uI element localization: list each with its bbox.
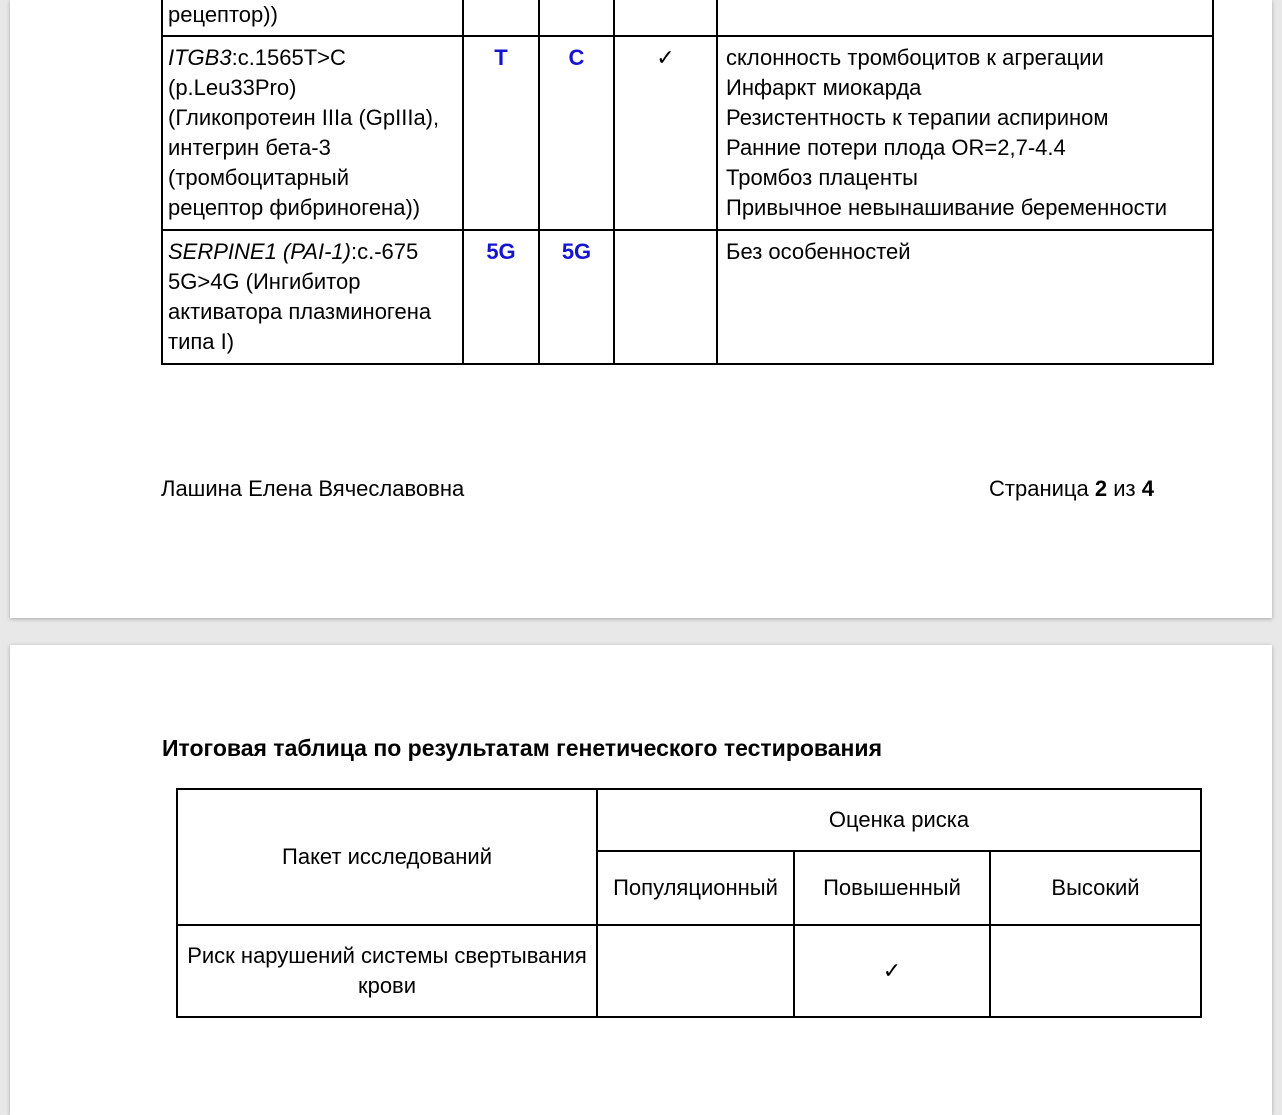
allele2-cell — [539, 0, 614, 36]
interpretation-line: Инфаркт миокарда — [726, 75, 922, 100]
package-header-cell: Пакет исследований — [177, 789, 597, 925]
elevated-check-cell: ✓ — [794, 925, 990, 1017]
high-check-cell — [990, 925, 1201, 1017]
of-word: из — [1113, 476, 1136, 501]
risk-summary-table — [176, 788, 1202, 1018]
gene-name-cell — [162, 230, 463, 364]
genotype-results-table — [161, 0, 1214, 365]
summary-table-title: Итоговая таблица по результатам генетического тестирования — [162, 735, 882, 761]
interpretation-line: склонность тромбоцитов к агрегации — [726, 45, 1104, 70]
risk-level-elevated-cell: Повышенный — [794, 851, 990, 925]
summary-header-row — [177, 789, 1201, 851]
gene-name-fragment: рецептор)) — [168, 2, 278, 27]
interpretation-line: Без особенностей — [726, 239, 911, 264]
interpretation-cell — [717, 0, 1213, 36]
gene-name-line — [168, 237, 458, 267]
gene-name-line: 5G>4G (Ингибитор — [168, 269, 361, 294]
allele1-cell: T — [463, 36, 539, 230]
gene-name-line: (p.Leu33Pro) — [168, 75, 297, 100]
interpretation-line: Тромбоз плаценты — [726, 165, 918, 190]
risk-assessment-header-cell: Оценка риска — [597, 789, 1201, 851]
gene-name-cell — [162, 0, 463, 36]
page-current: 2 — [1094, 476, 1108, 501]
gene-symbol: SERPINE1 (PAI-1) — [168, 239, 351, 264]
gene-name-line: (тромбоцитарный — [168, 165, 350, 190]
allele1-cell: 5G — [463, 230, 539, 364]
risk-flag-cell — [614, 230, 717, 364]
allele2-cell: C — [539, 36, 614, 230]
table-row-cutoff — [162, 0, 1213, 36]
patient-name: Лашина Елена Вячеславовна — [161, 476, 465, 501]
interpretation-cell — [717, 230, 1213, 364]
summary-data-row — [177, 925, 1201, 1017]
population-check-cell — [597, 925, 794, 1017]
gene-name-line: интегрин бета-3 — [168, 135, 331, 160]
gene-variant: :c.1565T>C — [231, 45, 346, 70]
page-word: Страница — [989, 476, 1089, 501]
page-indicator — [989, 476, 1154, 502]
report-page-top — [10, 0, 1272, 618]
risk-flag-cell — [614, 0, 717, 36]
risk-level-high-cell: Высокий — [990, 851, 1201, 925]
report-page-bottom — [10, 645, 1272, 1115]
allele2-cell: 5G — [539, 230, 614, 364]
risk-flag-cell: ✓ — [614, 36, 717, 230]
interpretation-line: Привычное невынашивание беременности — [726, 195, 1168, 220]
table-row-itgb3 — [162, 36, 1213, 230]
interpretation-line: Ранние потери плода OR=2,7-4.4 — [726, 135, 1066, 160]
risk-level-population-cell: Популяционный — [597, 851, 794, 925]
gene-name-line: активатора плазминогена — [168, 299, 432, 324]
allele1-cell — [463, 0, 539, 36]
page-total: 4 — [1141, 476, 1154, 501]
gene-name-line — [168, 43, 458, 73]
gene-symbol: ITGB3 — [168, 45, 232, 70]
package-name-cell: Риск нарушений системы свертывания крови — [177, 925, 597, 1017]
interpretation-cell — [717, 36, 1213, 230]
gene-name-line: (Гликопротеин IIIa (GpIIIa), — [168, 105, 440, 130]
page-footer — [161, 476, 1154, 502]
gene-name-cell — [162, 36, 463, 230]
table-row-serpine1 — [162, 230, 1213, 364]
gene-name-line: типа I) — [168, 329, 235, 354]
gene-variant: :c.-675 — [350, 239, 419, 264]
gene-name-line: рецептор фибриногена)) — [168, 195, 421, 220]
interpretation-line: Резистентность к терапии аспирином — [726, 105, 1109, 130]
